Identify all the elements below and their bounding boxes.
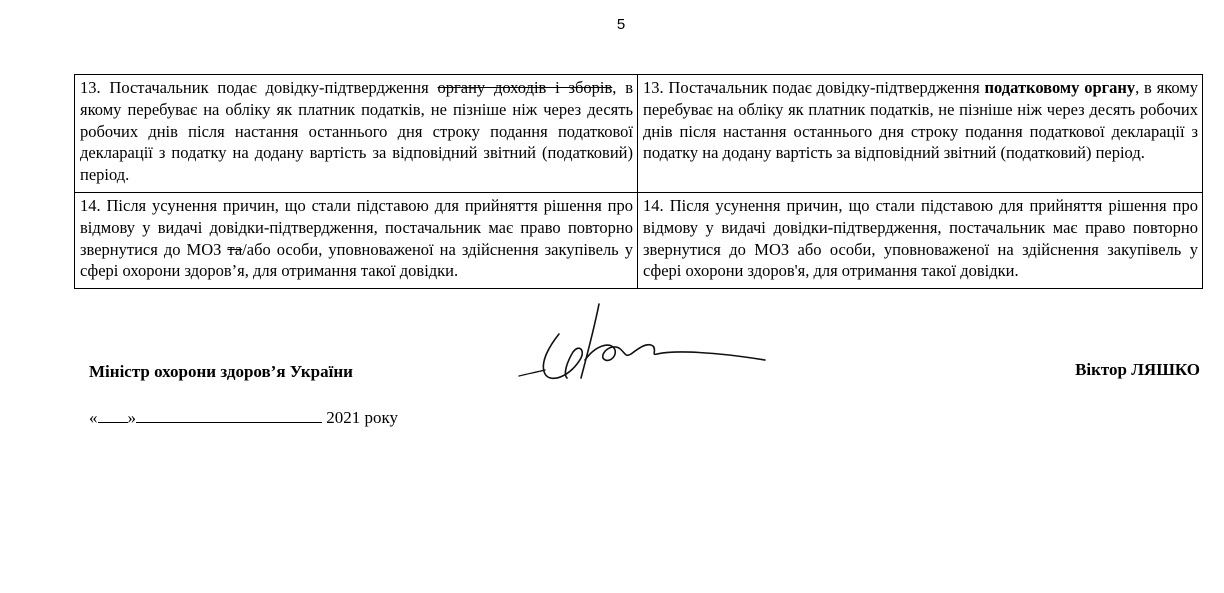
clause-text: 13. Постачальник подає довідку-підтвердження [80, 78, 438, 97]
table-row [75, 192, 1203, 288]
date-line [89, 408, 398, 428]
date-close-quote: » [127, 408, 136, 427]
proposed-version-cell [638, 192, 1203, 288]
clause-text: /або особи, уповноваженої на здійснення закупівель у сфері охорони здоров’я, для отримання такої довідки. [80, 239, 633, 281]
page-number: 5 [616, 16, 626, 33]
clause-text: 14. Після усунення причин, що стали підставою для прийняття рішення про відмову у видачі довідки-підтвердження, постачальник має право повторно звернутися до МОЗ [80, 195, 633, 259]
minister-name: Віктор ЛЯШКО [1075, 360, 1200, 379]
date-year: 2021 року [326, 408, 399, 427]
proposed-version-cell [638, 75, 1203, 193]
minister-title: Міністр охорони здоров’я України [89, 362, 353, 381]
day-blank [98, 408, 128, 423]
current-version-cell [75, 75, 638, 193]
clause-text: 13. Постачальник подає довідку-підтвердження [643, 78, 985, 97]
clause-text: , в якому перебуває на обліку як платник податків, не пізніше ніж через десять робочих днів після настання останнього дня строку подання податкової декларації з податку на додану вартість за відповідний звітний (податковий) період. [643, 78, 1198, 163]
deleted-text: органу доходів і зборів [437, 78, 613, 97]
clause-text: 14. Після усунення причин, що стали підставою для прийняття рішення про відмову у видачі довідки-підтвердження, постачальник має право повторно звернутися до МОЗ або особи, уповноваженої на здійснення закупівель у сфері охорони здоров'я, для отримання такої довідки. [643, 195, 1198, 281]
comparison-table [74, 74, 1203, 289]
signature-image [515, 300, 775, 390]
deleted-text: та [227, 239, 243, 259]
clause-text: , в якому перебуває на обліку як платник податків, не пізніше ніж через десять робочих днів після настання останнього дня строку подання податкової декларації з податку на додану вартість за відповідний звітний (податковий) період. [80, 78, 633, 185]
date-open-quote: « [89, 408, 98, 427]
current-version-cell [75, 192, 638, 288]
table-row [75, 75, 1203, 193]
month-blank [136, 408, 322, 423]
added-text: податковому органу [984, 78, 1136, 97]
